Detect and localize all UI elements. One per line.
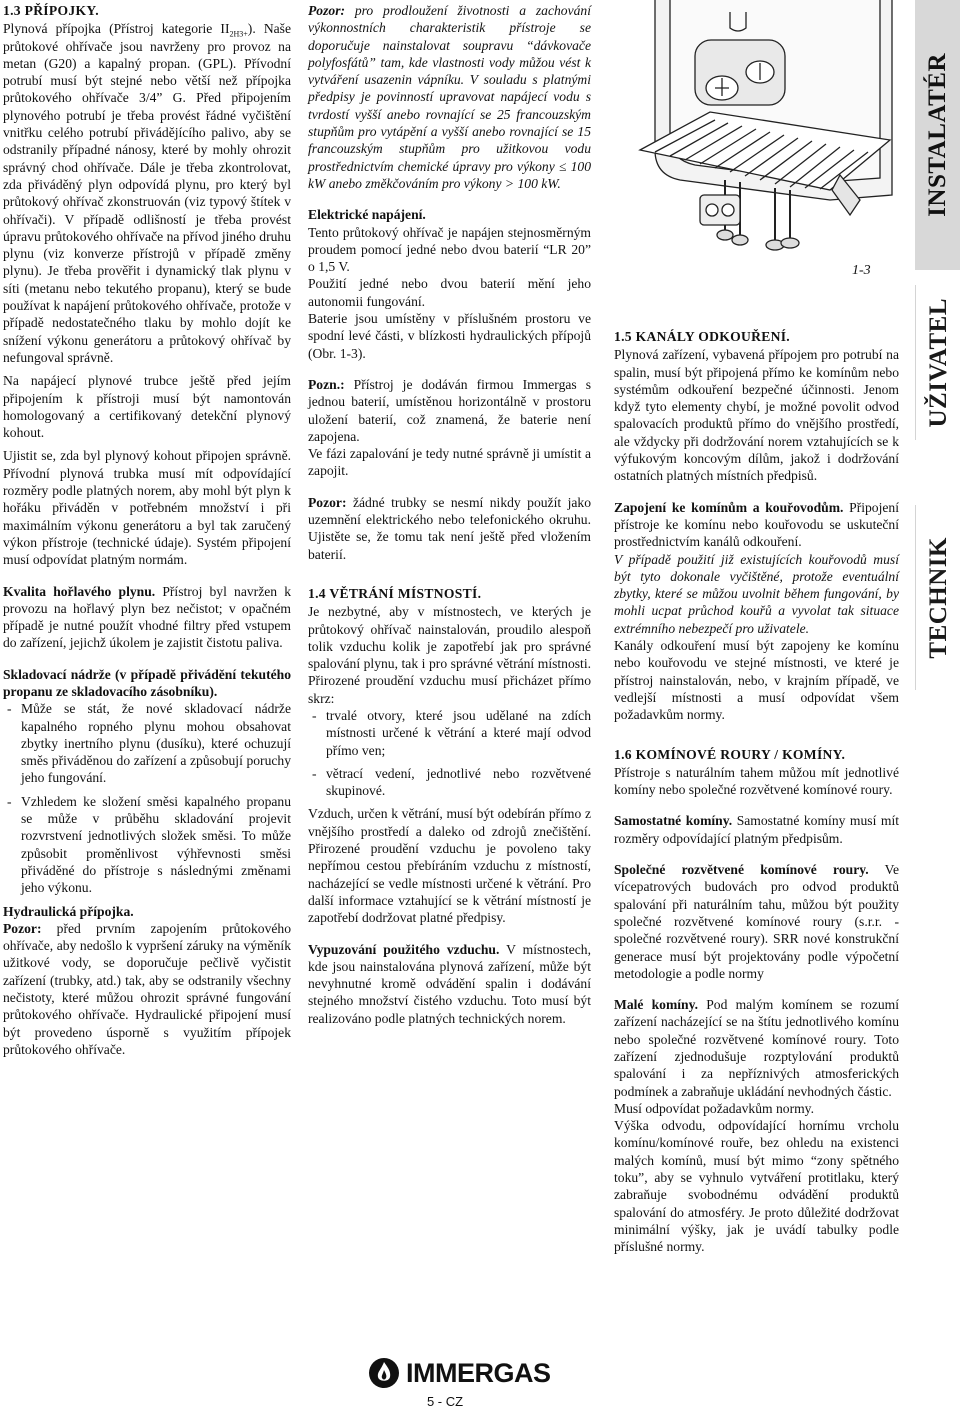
list-item: - Může se stát, že nové skladovací nádrže kapalného ropného plynu mohou obsahovat zbytky inertního plynu (dusíku), které ochuzují směs přiváděnou do zařízení a způsobují poruchy jeho fungování. — [3, 700, 291, 786]
paragraph-electric-heading: Elektrické napájení. — [308, 207, 426, 223]
paragraph-chimney-connection: Zapojení ke komínům a kouřovodům. Připojení přístroje ke komínu nebo kouřovodu se uskuteční prostřednictvím kanálů odkouření. — [614, 499, 899, 550]
page-number: 5 - CZ — [426, 1394, 464, 1409]
tab-installer-label: INSTALATÉR — [923, 53, 951, 217]
paragraph-flue-channels: Plynová zařízení, vybavená přípojem pro potrubí na spalin, musí být připojená přímo ke komínům nebo systémům odkouření bezpečné účinnosti. Jenom když tyto elementy chybí, je možné povolit odvod spalovacích produktů přímo do vnějšího prostředí, ale vždycky při dodržování norem vztahujících se k výfukovým koncovým dílům, jakož i dodržování ostatních platných místních předpisů. — [614, 347, 899, 484]
paragraph-gas-valve: Na napájecí plynové trubce ještě před jejím připojením k přístroji musí být namontován homologovaný a certifikovaný detekční plynový kohout. — [3, 373, 291, 441]
figure-label: 1-3 — [852, 263, 871, 278]
paragraph-ventilation: Je nezbytné, aby v místnostech, ve kterých je průtokový ohřívač nainstalován, proudilo alespoň tolik vzduchu kolik je zapotřebí jak pro správné spalování plynu, tak i pro správné větrání místnosti. Přirozené proudění vzduchu musí přicházet přímo skrz: — [308, 604, 591, 706]
water-heater-drawing — [600, 0, 900, 290]
section-heading-1-6: 1.6 KOMÍNOVÉ ROURY / KOMÍNY. — [614, 746, 846, 762]
paragraph-grounding-warning: Pozor: žádné trubky se nesmí nikdy použít jako uzemnění elektrického nebo telefonického okruhu. Ujistěte se, že tomu tak není ještě před vložením baterií. — [308, 494, 591, 562]
paragraph-norm-requirement: Musí odpovídat požadavkům normy. — [614, 1100, 814, 1116]
section-heading-1-3: 1.3 PŘÍPOJKY. — [3, 3, 99, 18]
paragraph-small-chimneys: Malé komíny. Pod malým komínem se rozumí zařízení nacházející se na štítu jednotlivého komínu nebo společné rozvětvené komínové roury. Toto zařízení zjednodušuje rozptylování produktů spalování i za nepříznivých atmosferických podmínek a zabraňuje ukládání nevhodných částic. — [614, 997, 899, 1099]
paragraph-note-2: Ve fázi zapalování je tedy nutné správně ji umístit a zapojit. — [308, 446, 591, 479]
flame-icon — [368, 1356, 400, 1390]
paragraph-gas-pipe: Ujistit se, zda byl plynový kohout připojen správně. Přívodní plynová trubka musí mít odpovídající rozměry podle platných norem, aby mohl být plyn k hořáku přiváděn v potřebném množství i při maximálním výkonu generátoru a byl tak zaručený výkon přístroje (technické údaje). Systém připojení musí odpovídat platným normám. — [3, 448, 291, 568]
paragraph-chimney-room: Kanály odkouření musí být zapojeny ke komínu nebo kouřovodu ve stejné místnosti, ve které je přístroj nainstalován, nebo, v krajním případě, ve vedlejší místnosti a musí odpovídat všem požadavkům normy. — [614, 638, 899, 723]
brand-logo — [368, 1355, 551, 1391]
tab-user[interactable] — [915, 285, 960, 440]
brand-name: IMMERGAS — [406, 1357, 551, 1388]
paragraph-ventilation-air: Vzduch, určen k větrání, musí být odebírán přímo z vnějšího prostředí a daleko od zdrojů znečištění. Přirozené proudění vzduchu je povoleno taky nepřímou cestou přebíráním vzduchu z místností, nacházející se vedle místnosti určené k větrání. Pro další informace vztahující se k větrání místností je zapotřebí dodržovat platné předpisy. — [308, 806, 591, 926]
water-heater-illustration — [600, 0, 900, 290]
column-right — [614, 328, 899, 1262]
list-item: - větrací vedení, jednotlivé nebo rozvětvené skupinové. — [308, 765, 591, 800]
paragraph-separate-chimneys: Samostatné komíny. Samostatné komíny musí mít rozměry odpovídající platným předpisům. — [614, 813, 899, 846]
section-heading-1-4: 1.4 VĚTRÁNÍ MÍSTNOSTÍ. — [308, 585, 482, 601]
ventilation-list — [308, 707, 591, 799]
paragraph-polyphosphate-note: Pozor: pro prodloužení životnosti a zachování výkonnostních charakteristik přístroje se doporučuje nainstalovat soupravu “dávkovače polyfosfátů” tam, kde vlastnosti vody můžou vést k vytváření usazenin vápníku. V souladu s platnými předpisy je povinností upravovat napájecí vodu s tvrdostí vyšší anebo rovnající se 25 francouzským stupňům pro vytápění a vyšší anebo rovnající se 15 francouzským stupňům pro užitkovou vodu prostřednictvím chemické úpravy pro výkony ≤ 100 kW anebo změkčováním pro výkony > 100 kW. — [308, 3, 591, 191]
column-middle — [308, 2, 591, 1033]
tab-technician[interactable] — [915, 505, 960, 690]
paragraph-chimney-cleaning: V případě použití již existujících kouřovodů musí být tyto dokonale vyčištěné, protože eventuální zbytky, které se můžou uvolnit během fungování, by mohli ucpat průchod kouřů a vyvolat tak situace extrémního nebezpečí pro uživatele. — [614, 551, 899, 636]
paragraph-chimneys: Přístroje s naturálním tahem můžou mít jednotlivé komíny nebo společné rozvětvené komínové roury. — [614, 764, 899, 798]
paragraph-hydraulic-heading: Hydraulická přípojka. — [3, 903, 134, 919]
column-left — [3, 2, 291, 1064]
paragraph-note: Pozn.: Přístroj je dodáván firmou Immergas s jednou baterií, umístěnou horizontálně v prostoru uložení baterií, což znamená, že baterie není zapojena. — [308, 376, 591, 444]
tab-installer[interactable] — [915, 0, 960, 270]
paragraph-electric-2: Použití jedné nebo dvou baterií mění jeho autonomii fungování. — [308, 276, 591, 309]
paragraph-exhaust: Vypuzování použitého vzduchu. V místnostech, kde jsou nainstalována plynová zařízení, může být nevyhnutné kromě odvádění spalin i dodávání stejného množství čistého vzduchu. Toto musí být realizováno podle platných technických norem. — [308, 941, 591, 1026]
paragraph-shared-chimneys: Společné rozvětvené komínové roury. Ve vícepatrových budovách pro odvod produktů spalování při naturálním tahu, můžou být použity společné rozvětvené komínové roury (s.r.r. - společné rozvětvené roury). SRR nové konstrukční generace musí být projektovány podle výpočetní metodologie a podle normy — [614, 862, 900, 981]
paragraph-electric-1: Tento průtokový ohřívač je napájen stejnosměrným proudem pomocí jedné nebo dvou baterií “LR 20” o 1,5 V. — [308, 224, 591, 275]
storage-list — [3, 700, 291, 896]
section-heading-1-5: 1.5 KANÁLY ODKOUŘENÍ. — [614, 329, 790, 344]
paragraph-outlet-height: Výška odvodu, odpovídající hornímu vrcholu komínu/komínové rouře, bez ohledu na existenci malých komínů, musí být mimo “zony spětného toku”, aby se vyhnulo vytváření protitlaku, který zabraňuje svobodnému odvádění produktů spalování do atmosféry. Je proto důležité dodržovat minimální výšky, jak je uvádí tabulky podle příslušné normy. — [614, 1118, 899, 1255]
paragraph-storage-heading: Skladovací nádrže (v případě přivádění tekutého propanu ze skladovacího zásobníku). — [3, 666, 291, 699]
paragraph-gas-quality: Kvalita hořlavého plynu. Přístroj byl navržen k provozu na hořlavý plyn bez nečistot; v opačném případě je nutné použít vhodné filtry před vstupem do zařízení, jejichž úkolem je zajistit čistotu paliva. — [3, 583, 292, 651]
list-item: - trvalé otvory, které jsou udělané na zdích místnosti určené k větrání a které mají odvod přímo ven; — [308, 707, 591, 759]
tab-technician-label: TECHNIK — [924, 536, 952, 659]
list-item: - Vzhledem ke složení směsi kapalného propanu se může v průběhu skladování projevit rozvrstvení jednotlivých složek směsi. To může způsobit proměnlivost výhřevnosti směsi přiváděné do přístroje s následnými změnami jeho výkonu. — [3, 793, 291, 897]
paragraph-gas-connection: Plynová přípojka (Přístroj kategorie $II_{2H3+}$). Naše průtokové ohřívače jsou navrženy pro provoz na metan (G20) a kapalný propan. (GPL). Přívodní potrubí musí být stejné nebo větší než přípojka průtokového ohřívače 3/4” G. Před připojením plynového potrubí je třeba provést řádné vyčištění vnitřku celého potrubí přivádějícího palivo, aby se odstranily případné nánosy, které by mohly ohrozit správný chod ohřívače. Dále je třeba zkontrolovat, zda přiváděný plyn odpovídá plynu, pro který byl průtokový ohřívač zkonstruován (viz typový štítek v ohřívači). V případě odlišností je třeba provést úpravu průtokového ohřívače na přívod jiného druhu plynu (viz konverze přístrojů v případě změny plynu). Je třeba prověřit i dynamický tlak plynu v síti (metanu nebo tekutého propanu), který se bude používat k napájení průtokového ohřívače, protože v případě nedostatečného tlaku by mohlo dojít ke snížení výkonu generátoru a průtokový ohřívač by nefungoval správně. — [3, 21, 292, 365]
tab-user-label: UŽIVATEL — [924, 297, 952, 428]
paragraph-hydraulic: Pozor: před prvním zapojením průtokového ohřívače, aby nedošlo k vypršení záruky na výměník užitkové vody, se doporučuje pečlivě vyčistit zařízení (trubky, atd.) tak, aby se odstranily všechny nečistoty, které můžou ohrozit správné fungování průtokového ohřívače. Hydraulické připojení musí být provedeno úsporně s využitím přípojek průtokového ohřívače. — [3, 920, 291, 1057]
paragraph-electric-3: Baterie jsou umístěny v příslušném prostoru ve spodní levé části, v blízkosti hydraulických přípojů (Obr. 1-3). — [308, 311, 591, 361]
